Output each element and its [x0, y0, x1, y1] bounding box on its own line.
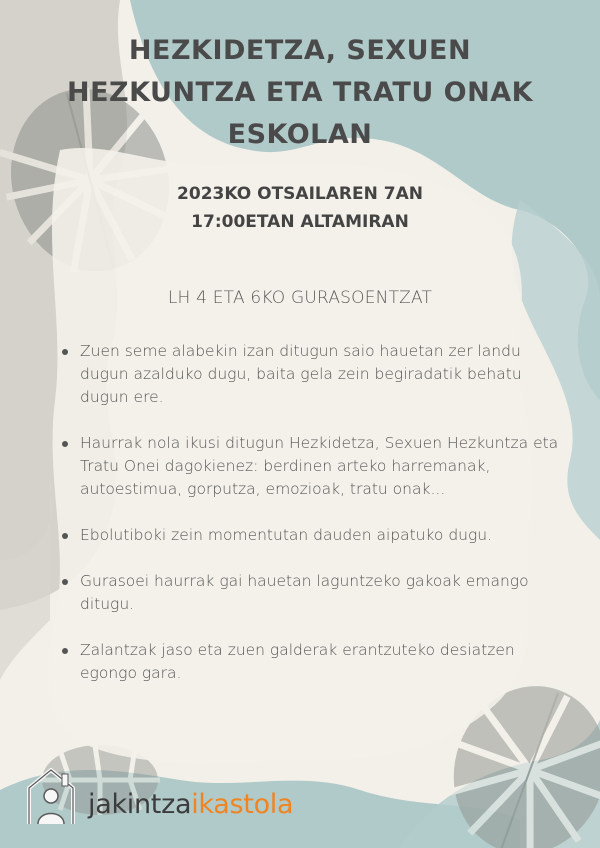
- list-item: [62, 340, 562, 409]
- event-date: 2023KO OTSAILAREN 7AN: [177, 184, 423, 204]
- target-audience: LH 4 ETA 6KO GURASOENTZAT: [167, 288, 433, 308]
- list-item: [62, 524, 562, 547]
- poster-title: [60, 30, 540, 156]
- list-item: [62, 570, 562, 616]
- bullet-icon: [62, 349, 68, 355]
- title-line-3: ESKOLAN: [227, 119, 373, 150]
- logo-part-2: ikastola: [191, 789, 294, 820]
- list-item-text: Ebolutiboki zein momentutan dauden aipatuko dugu.: [80, 526, 493, 544]
- bullet-icon: [62, 648, 68, 654]
- event-date-time: [100, 180, 500, 236]
- list-item: [62, 432, 562, 501]
- title-line-2: HEZKUNTZA ETA TRATU ONAK: [66, 77, 534, 108]
- logo-wordmark: [88, 788, 293, 822]
- list-item-text: Zalantzak jaso eta zuen galderak erantzuteko desiatzen egongo gara.: [80, 641, 515, 682]
- bullet-list: [62, 340, 562, 708]
- list-item-text: Gurasoei haurrak gai hauetan laguntzeko gakoak emango ditugu.: [80, 572, 529, 613]
- event-time-place: 17:00ETAN ALTAMIRAN: [191, 212, 409, 232]
- bullet-icon: [62, 441, 68, 447]
- list-item-text: Haurrak nola ikusi ditugun Hezkidetza, Sexuen Hezkuntza eta Tratu Onei dagokienez: berdinen arteko harremanak, autoestimua, gorputza, emozioak, tratu onak...: [80, 434, 559, 498]
- title-line-1: HEZKIDETZA, SEXUEN: [128, 35, 472, 66]
- list-item-text: Zuen seme alabekin izan ditugun saio hauetan zer landu dugun azalduko dugu, baita gela zein begiradatik behatu dugun ere.: [80, 342, 522, 406]
- bullet-icon: [62, 579, 68, 585]
- logo-part-1: jakintza: [88, 789, 192, 820]
- bullet-icon: [62, 533, 68, 539]
- school-logo: [26, 766, 346, 826]
- house-with-figure-icon: [26, 766, 76, 826]
- list-item: [62, 639, 562, 685]
